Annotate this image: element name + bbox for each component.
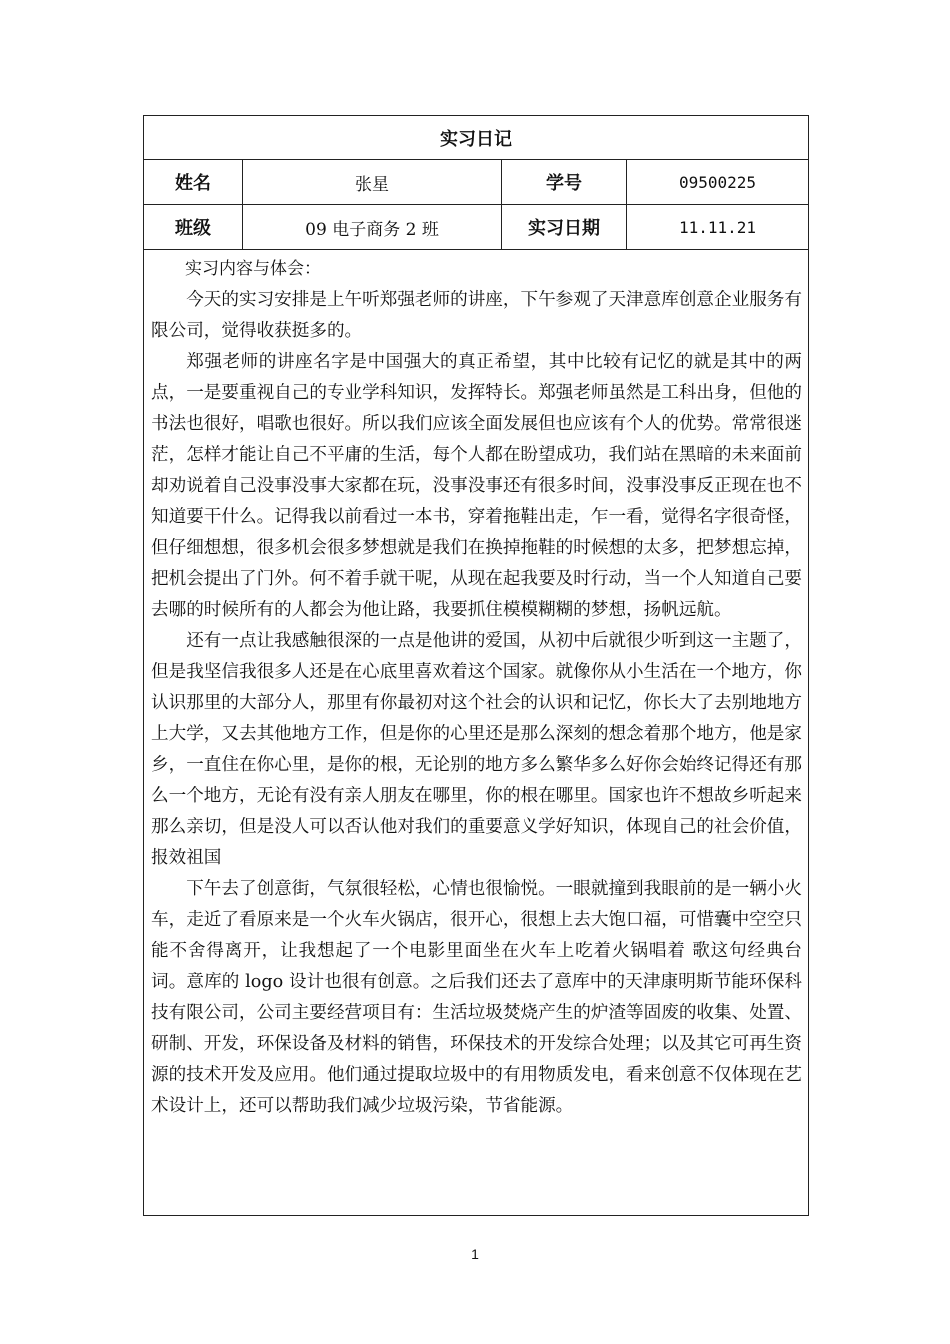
- content-paragraph: 郑强老师的讲座名字是中国强大的真正希望，其中比较有记忆的就是其中的两点，一是要重视自己的专业学科知识，发挥特长。郑强老师虽然是工科出身，但他的书法也很好，唱歌也很好。所以我们应该全面发展但也应该有个人的优势。常常很迷茫，怎样才能让自己不平庸的生活，每个人都在盼望成功，我们站在黑暗的未来面前却劝说着自己没事没事大家都在玩，没事没事还有很多时间，没事没事反正现在也不知道要干什么。记得我以前看过一本书，穿着拖鞋出走，乍一看，觉得名字很奇怪，但仔细想想，很多机会很多梦想就是我们在换掉拖鞋的时候想的太多，把梦想忘掉，把机会提出了门外。何不着手就干呢，从现在起我要及时行动，当一个人知道自己要去哪的时候所有的人都会为他让路，我要抓住模模糊糊的梦想，扬帆远航。: [151, 352, 802, 620]
- date-label: 实习日期: [502, 205, 627, 250]
- name-value: 张星: [243, 160, 502, 205]
- date-value: 11.11.21: [627, 205, 809, 250]
- diary-title: 实习日记: [144, 116, 809, 160]
- content-paragraph: 还有一点让我感触很深的一点是他讲的爱国，从初中后就很少听到这一主题了，但是我坚信我很多人还是在心底里喜欢着这个国家。就像你从小生活在一个地方，你认识那里的大部分人，那里有你最初对这个社会的认识和记忆，你长大了去别地地方上大学，又去其他地方工作，但是你的心里还是那么深刻的想念着那个地方，他是家乡，一直住在你心里，是你的根，无论别的地方多么繁华多么好你会始终记得还有那么一个地方，无论有没有亲人朋友在哪里，你的根在哪里。国家也许不想故乡听起来那么亲切，但是没人可以否认他对我们的重要意义学好知识，体现自己的社会价值，报效祖国: [151, 631, 802, 868]
- title-row: [144, 116, 809, 160]
- page-number: 1: [471, 1246, 479, 1262]
- internship-diary-table: [143, 115, 809, 1216]
- student-id-value: 09500225: [627, 160, 809, 205]
- content-heading: 实习内容与体会：: [185, 259, 321, 279]
- class-label: 班级: [144, 205, 243, 250]
- class-value: 09 电子商务 2 班: [243, 205, 502, 250]
- class-row: [144, 205, 809, 250]
- name-label: 姓名: [144, 160, 243, 205]
- content-area: [144, 250, 809, 1216]
- content-row: [144, 250, 809, 1216]
- name-row: [144, 160, 809, 205]
- content-paragraph: 下午去了创意街，气氛很轻松，心情也很愉悦。一眼就撞到我眼前的是一辆小火车，走近了看原来是一个火车火锅店，很开心，很想上去大饱口福，可惜囊中空空只能不舍得离开，让我想起了一个电影里面坐在火车上吃着火锅唱着 歌这句经典台词。意库的 logo 设计也很有创意。之后我们还去了意库中的天津康明斯节能环保科技有限公司，公司主要经营项目有：生活垃圾焚烧产生的炉渣等固废的收集、处置、研制、开发，环保设备及材料的销售，环保技术的开发综合处理；以及其它可再生资源的技术开发及应用。他们通过提取垃圾中的有用物质发电，看来创意不仅体现在艺术设计上，还可以帮助我们减少垃圾污染，节省能源。: [151, 879, 802, 1116]
- student-id-label: 学号: [502, 160, 627, 205]
- content-paragraph: 今天的实习安排是上午听郑强老师的讲座，下午参观了天津意库创意企业服务有限公司，觉得收获挺多的。: [151, 290, 802, 341]
